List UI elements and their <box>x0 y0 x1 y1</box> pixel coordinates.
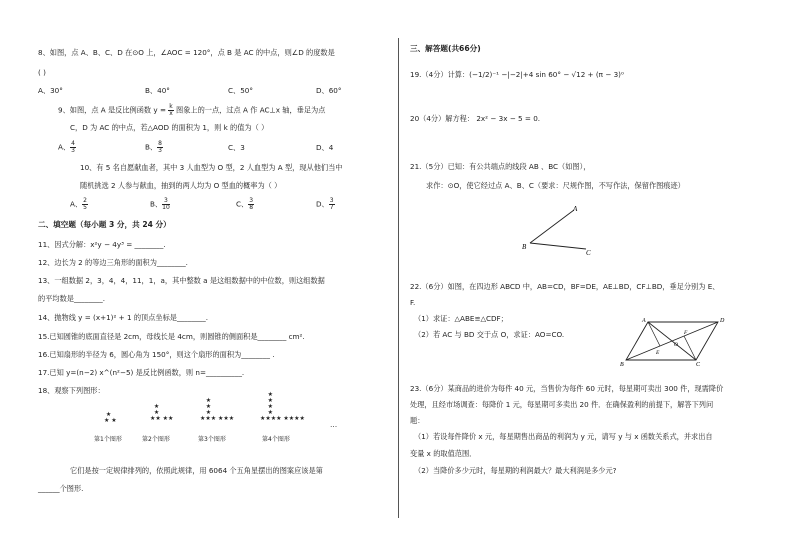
q10-opt-b-frac <box>162 198 170 211</box>
q22-figure <box>620 316 730 366</box>
q17: 17.已知 y=(n−2) x^(n²−5) 是反比例函数，则 n=__________. <box>38 368 245 377</box>
q9-line1a: 9、如图，点 A 是反比例函数 y = <box>58 105 166 115</box>
fig2-label: 第2个图形 <box>142 436 170 443</box>
q10-option-b <box>150 198 170 211</box>
q10-opt-c-label: C、 <box>236 199 249 209</box>
q10-opt-b-den: 10 <box>162 204 170 211</box>
q10-option-a <box>70 198 88 211</box>
fig3-stars: ★ ★ ★ ★★★ ★★★ <box>200 397 235 422</box>
q10-option-d <box>316 198 335 211</box>
q22-sub2: （2）若 AC 与 BD 交于点 O，求证：AO=CO. <box>414 330 565 339</box>
q15: 15.已知圆锥的底面直径是 2cm，母线长是 4cm，则圆锥的侧面积是________ cm². <box>38 332 305 341</box>
q10-opt-b-num: 3 <box>164 197 168 204</box>
q10-opt-a-label: A、 <box>70 199 83 209</box>
q8-option-c: C、50° <box>228 86 253 95</box>
q18-line2: 它们是按一定规律排列的，依照此规律，用 6064 个五角星摆出的图案应该是第 <box>70 466 323 475</box>
q8-stem: 8、如图，点 A、B、C、D 在⊙O 上，∠AOC = 120°，点 B 是 AC 的中点，则∠D 的度数是 <box>38 48 335 57</box>
q9-line2: C，D 为 AC 的中点，若△AOD 的面积为 1，则 k 的值为（ ） <box>70 123 269 132</box>
q9-opt-b-label: B、 <box>145 142 158 152</box>
q10-opt-c-den: 8 <box>249 204 254 211</box>
q10-opt-a-frac <box>82 198 88 211</box>
q10-line2: 随机挑选 2 人参与献血，抽到的两人均为 O 型血的概率为（ ） <box>80 181 282 190</box>
q9-option-a <box>58 141 76 154</box>
q9-opt-b-num: 8 <box>158 140 162 147</box>
q10-opt-a-num: 2 <box>83 197 87 204</box>
q9-opt-b-frac <box>157 141 163 154</box>
q20: 20（4分）解方程： 2x² − 3x − 5 = 0. <box>410 114 541 123</box>
q23-line1: 23.（6分）某商品的进价为每件 40 元，当售价为每件 60 元时，每星期可卖出 300 件，现需降价 <box>410 384 724 393</box>
perp-ae <box>648 322 660 346</box>
q12: 12、边长为 2 的等边三角形的面积为________. <box>38 258 188 267</box>
q9-fraction <box>168 104 173 117</box>
q23-sub1-line2: 变量 x 的取值范围． <box>410 449 477 458</box>
column-divider <box>398 38 399 518</box>
q10-opt-d-den: 7 <box>329 204 334 211</box>
label-b: B <box>620 362 624 368</box>
q8-option-b: B、40° <box>145 86 170 95</box>
point-a-label: A <box>573 205 578 213</box>
q9-option-b <box>145 141 163 154</box>
q23-sub1-line1: （1）若设每件降价 x 元，每星期售出商品的利润为 y 元，请写 y 与 x 函数关系式，并求出自 <box>414 432 713 441</box>
segment-bc <box>530 243 586 249</box>
q9-opt-a-den: 3 <box>71 147 75 154</box>
q9-frac-num: k <box>169 103 173 110</box>
point-b-label: B <box>522 243 527 251</box>
fig4-label: 第4个图形 <box>262 436 290 443</box>
fig1-stars: ★ ★ ★ <box>104 411 117 424</box>
q21-line1: 21.（5分）已知：有公共端点的线段 AB 、BC（如图）， <box>410 162 591 171</box>
q22-line1: 22.（6分）如图，在四边形 ABCD 中，AB=CD，BF=DE，AE⊥BD，CF⊥BD，垂足分别为 E、 <box>410 282 720 291</box>
label-c: C <box>696 362 701 368</box>
fig3-label: 第3个图形 <box>198 436 226 443</box>
section-3-heading: 三、解答题(共66分) <box>410 44 481 53</box>
q10-opt-d-num: 3 <box>329 197 334 204</box>
label-f: F <box>684 330 688 336</box>
q10-opt-b-label: B、 <box>150 199 163 209</box>
q19: 19.（4分）计算：(−1/2)⁻¹ −|−2|+4 sin 60° − √12 + (π − 3)⁰ <box>410 70 624 79</box>
q9-line1b: 图象上的一点，过点 A 作 AC⊥x 轴，垂足为点 <box>176 105 326 115</box>
q11: 11、因式分解：x²y − 4y³ = ________. <box>38 240 166 249</box>
q9-opt-a-label: A、 <box>58 142 71 152</box>
q9-frac-den: x <box>169 110 173 117</box>
fig-ellipsis: … <box>330 420 338 429</box>
q10-option-c <box>236 198 254 211</box>
q10-opt-a-den: 5 <box>83 204 87 211</box>
q8-option-d: D、60° <box>316 86 342 95</box>
q9-option-c: C、3 <box>228 143 245 152</box>
q23-sub2: （2）当降价多少元时，每星期的利润最大？最大利润是多少元? <box>414 466 617 475</box>
q10-line1: 10、有 5 名自愿献血者，其中 3 人血型为 O 型，2 人血型为 A 型，现从他们当中 <box>80 163 343 172</box>
fig1-label: 第1个图形 <box>94 436 122 443</box>
q16: 16.已知扇形的半径为 6，圆心角为 150°，则这个扇形的面积为________ . <box>38 350 275 359</box>
q18-line3: ______个图形. <box>38 484 84 493</box>
q21-figure <box>510 205 590 255</box>
q9-option-d: D、4 <box>316 143 334 152</box>
q9-line1 <box>58 104 325 117</box>
q10-opt-d-label: D、 <box>316 199 329 209</box>
q13-line1: 13、一组数据 2，3，4，4，11，1，a，其中整数 a 是这组数据中的中位数，则这组数据 <box>38 276 325 285</box>
q22-line2: F. <box>410 298 416 307</box>
q9-opt-a-frac <box>70 141 76 154</box>
point-c-label: C <box>586 249 591 257</box>
segment-ab <box>530 210 574 243</box>
perp-cf <box>684 336 696 360</box>
q23-line2: 处理，且经市场调查：每降价 1 元，每星期可多卖出 20 件．在确保盈利的前提下，解答下列问 <box>410 400 714 409</box>
section-2-heading: 二、填空题（每小题 3 分，共 24 分） <box>38 220 171 229</box>
q13-line2: 的平均数是________. <box>38 294 105 303</box>
q8-paren: ( ) <box>38 68 46 77</box>
q10-opt-d-frac <box>329 198 335 211</box>
q18-heading: 18、观察下列图形： <box>38 386 105 395</box>
label-a: A <box>642 318 646 324</box>
q9-opt-a-num: 4 <box>71 140 75 147</box>
q14: 14、抛物线 y = (x+1)² + 1 的顶点坐标是________. <box>38 313 208 322</box>
q8-option-a: A、30° <box>38 86 63 95</box>
fig2-stars: ★ ★ ★★ ★★ <box>150 403 174 422</box>
q10-opt-c-num: 3 <box>249 197 254 204</box>
label-e: E <box>656 350 660 356</box>
q22-sub1: （1）求证：△ABE≌△CDF； <box>414 314 508 323</box>
q10-opt-c-frac <box>248 198 254 211</box>
q21-line2: 求作：⊙O，使它经过点 A、B、C（要求：尺规作图，不写作法，保留作图痕迹） <box>426 181 685 190</box>
q23-line3: 题： <box>410 416 425 425</box>
q9-opt-b-den: 3 <box>158 147 162 154</box>
label-o: O <box>674 342 678 348</box>
label-d: D <box>720 318 725 324</box>
fig4-stars: ★ ★ ★ ★ ★★★★ ★★★★ <box>260 391 305 422</box>
